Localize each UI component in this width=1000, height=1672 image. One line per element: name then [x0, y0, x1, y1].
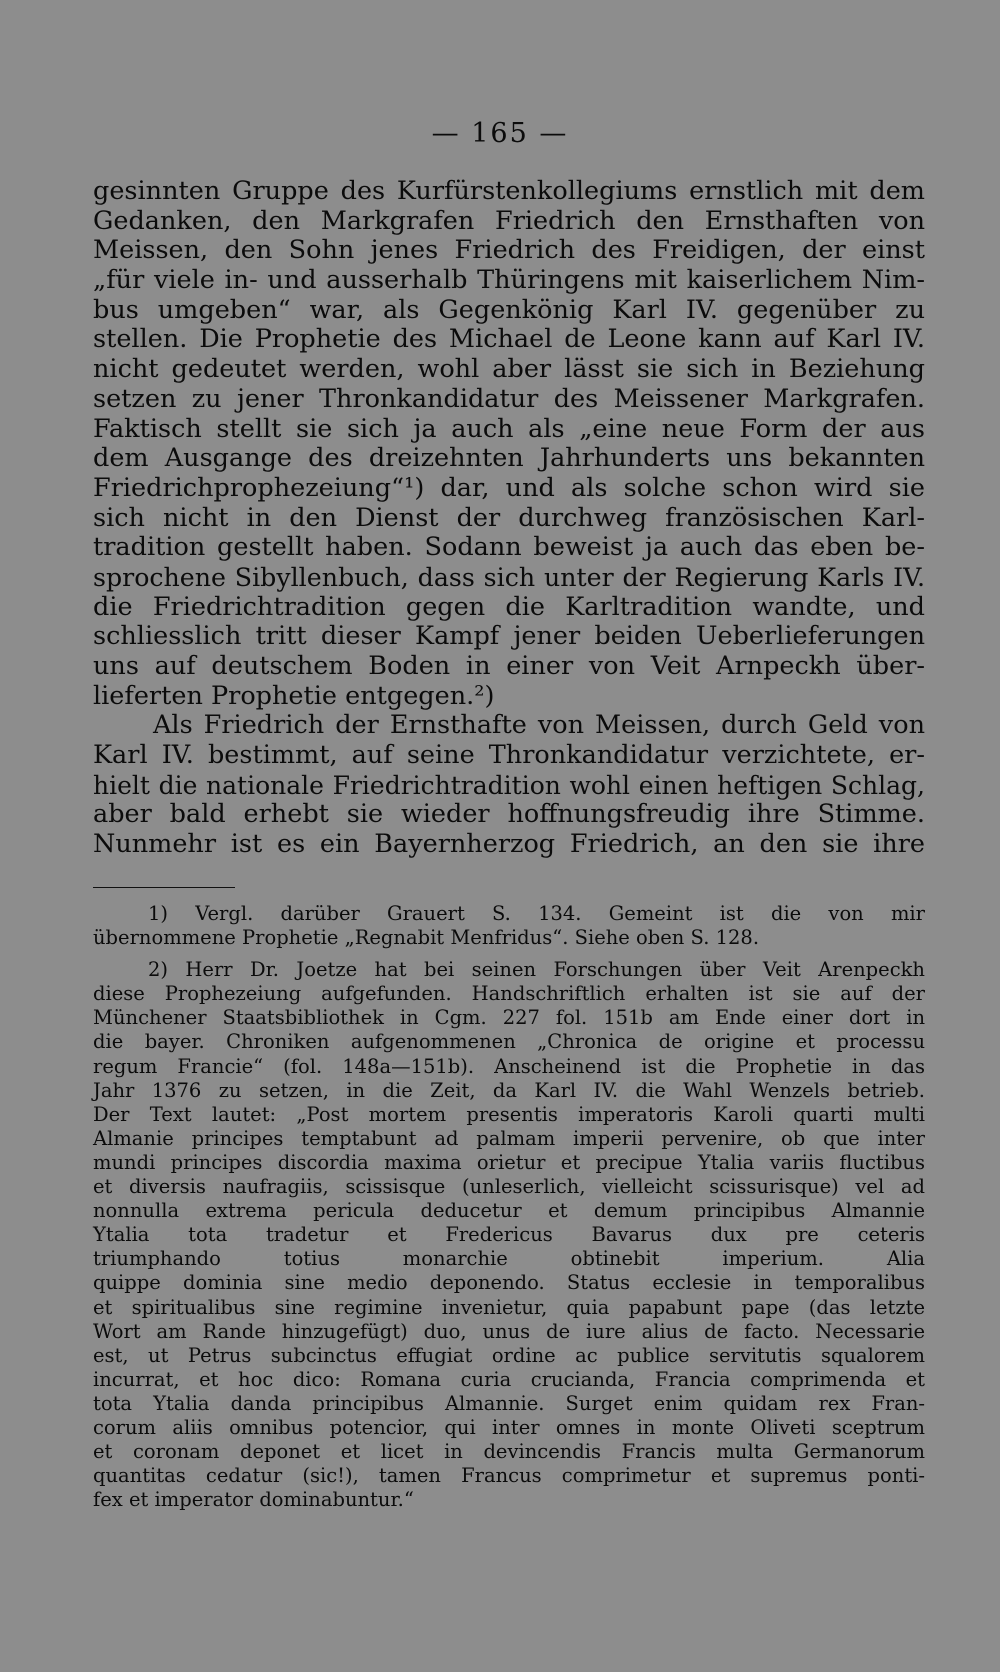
footnote-line: et diversis naufragiis, scissisque (unleserlich, vielleicht scissurisque) vel ad [93, 1175, 925, 1199]
text-line: Als Friedrich der Ernsthafte von Meissen, durch Geld von [153, 710, 925, 741]
footnote-divider [93, 887, 235, 888]
footnote-line: fex et imperator dominabuntur.“ [93, 1488, 414, 1512]
text-line: dem Ausgange des dreizehnten Jahrhunderts uns bekannten [93, 443, 925, 474]
footnote-line: 1) Vergl. darüber Grauert S. 134. Gemeint ist die von mir [148, 902, 925, 925]
footnote-line: Ytalia tota tradetur et Fredericus Bavarus dux pre ceteris [93, 1223, 925, 1247]
footnote-line: tota Ytalia danda principibus Almannie. Surget enim quidam rex Fran- [93, 1391, 925, 1415]
footnote-line: incurrat, et hoc dico: Romana curia crucianda, Francia comprimenda et [93, 1367, 925, 1391]
footnote-1 [93, 902, 925, 950]
footnote-line: Münchener Staatsbibliothek in Cgm. 227 fol. 151b am Ende einer dort in [93, 1006, 925, 1030]
text-line: bus umgeben“ war, als Gegenkönig Karl IV. gegenüber zu [93, 294, 925, 325]
footnote-line: diese Prophezeiung aufgefunden. Handschriftlich erhalten ist sie auf der [93, 982, 925, 1006]
footnote-line: Jahr 1376 zu setzen, in die Zeit, da Karl IV. die Wahl Wenzels betrieb. [93, 1078, 925, 1102]
text-line: sprochene Sibyllenbuch, dass sich unter der Regierung Karls IV. [93, 562, 925, 592]
footnote-line: est, ut Petrus subcinctus effugiat ordine ac publice servitutis squalorem [93, 1343, 925, 1367]
text-line: die Friedrichtradition gegen die Karltradition wandte, und [93, 591, 925, 622]
text-line: Friedrichprophezeiung“¹) dar, und als solche schon wird sie [93, 472, 925, 503]
text-line: gesinnten Gruppe des Kurfürstenkollegiums ernstlich mit dem [93, 176, 925, 206]
footnotes [93, 902, 925, 1512]
footnote-line: Der Text lautet: „Post mortem presentis imperatoris Karoli quarti multi [93, 1102, 925, 1126]
text-line: „für viele in- und ausserhalb Thüringens mit kaiserlichem Nim- [93, 265, 925, 296]
text-line: setzen zu jener Thronkandidatur des Meissener Markgrafen. [93, 383, 925, 414]
text-line: Nunmehr ist es ein Bayernherzog Friedrich, an den sie ihre [93, 829, 925, 860]
footnote-line: 2) Herr Dr. Joetze hat bei seinen Forschungen über Veit Arenpeckh [148, 958, 925, 982]
text-line: Gedanken, den Markgrafen Friedrich den Ernsthaften von [93, 205, 925, 236]
page-number: — 165 — [431, 118, 569, 149]
footnote-line: Almanie principes temptabunt ad palmam imperii pervenire, ob que inter [93, 1126, 925, 1150]
text-line: stellen. Die Prophetie des Michael de Leone kann auf Karl IV. [93, 324, 925, 355]
footnote-line: mundi principes discordia maxima orietur et precipue Ytalia variis fluctibus [93, 1150, 925, 1174]
footnote-line: quippe dominia sine medio deponendo. Status ecclesie in temporalibus [93, 1271, 925, 1295]
footnote-line: Wort am Rande hinzugefügt) duo, unus de iure alius de facto. Necessarie [93, 1319, 925, 1343]
footnote-line: regum Francie“ (fol. 148a—151b). Anscheinend ist die Prophetie in das [93, 1054, 925, 1078]
text-line: Karl IV. bestimmt, auf seine Thronkandidatur verzichtete, er- [93, 740, 925, 771]
footnote-line: et spiritualibus sine regimine invenietur, quia papabunt pape (das letzte [93, 1295, 925, 1319]
footnote-line: et coronam deponet et licet in devincendis Francis multa Germanorum [93, 1440, 925, 1464]
footnote-line: die bayer. Chroniken aufgenommenen „Chronica de origine et processu [93, 1030, 925, 1054]
text-line: aber bald erhebt sie wieder hoffnungsfreudig ihre Stimme. [93, 799, 925, 830]
footnote-line: corum aliis omnibus potencior, qui inter omnes in monte Oliveti sceptrum [93, 1415, 925, 1439]
text-line: schliesslich tritt dieser Kampf jener beiden Ueberlieferungen [93, 621, 925, 652]
text-line: hielt die nationale Friedrichtradition wohl einen heftigen Schlag, [93, 770, 925, 800]
text-line: nicht gedeutet werden, wohl aber lässt sie sich in Beziehung [93, 354, 925, 385]
footnote-line: übernommene Prophetie „Regnabit Menfridus“. Siehe oben S. 128. [93, 926, 760, 950]
footnote-line: triumphando totius monarchie obtinebit imperium. Alia [93, 1247, 925, 1271]
text-line: Meissen, den Sohn jenes Friedrich des Freidigen, der einst [93, 235, 925, 266]
footnote-2 [93, 958, 925, 1512]
footnote-line: nonnulla extrema pericula deducetur et demum principibus Almannie [93, 1199, 925, 1223]
text-line: lieferten Prophetie entgegen.²) [93, 680, 495, 711]
text-line: sich nicht in den Dienst der durchweg französischen Karl- [93, 502, 925, 533]
text-line: uns auf deutschem Boden in einer von Veit Arnpeckh über- [93, 651, 925, 681]
text-line: Faktisch stellt sie sich ja auch als „eine neue Form der aus [93, 413, 925, 444]
main-text [93, 177, 925, 860]
text-line: tradition gestellt haben. Sodann beweist ja auch das eben be- [93, 532, 925, 563]
footnote-line: quantitas cedatur (sic!), tamen Francus comprimetur et supremus ponti- [93, 1464, 925, 1488]
